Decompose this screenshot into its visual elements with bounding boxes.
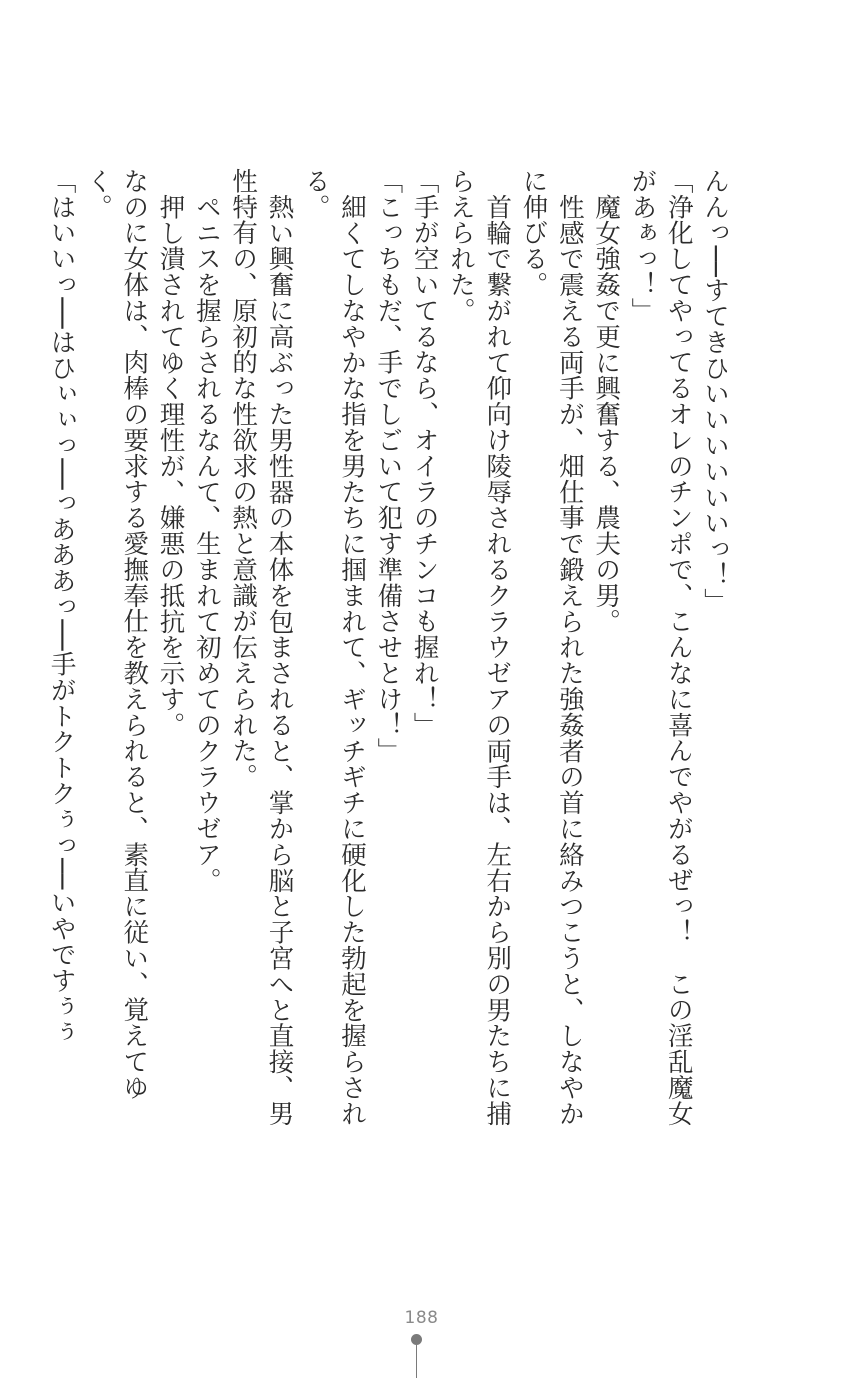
body-text [46, 168, 733, 1128]
paragraph: 細くてしなやかな指を男たちに掴まれて、ギッチギチに硬化した勃起を握らされる。 [300, 168, 368, 1126]
paragraph: 魔女強姦で更に興奮する、農夫の男。 [591, 193, 622, 634]
paragraph: んんっ──すてきひいいいいいいっ！」 [700, 168, 730, 614]
paragraph: 首輪で繋がれて仰向け陵辱されるクラウゼアの両手は、左右から別の男たちに捕らえられた。 [445, 168, 513, 1126]
paragraph: 「手が空いてるなら、オイラのチンコも握れ！」 [409, 168, 440, 738]
paragraph: 押し潰されてゆく理性が、嫌悪の抵抗を示す。 [155, 193, 186, 738]
page-number: 188 [404, 1308, 439, 1328]
paragraph: なのに女体は、肉棒の要求する愛撫奉仕を教えられると、素直に従い、覚えてゆく。 [82, 168, 150, 1101]
folio-line [416, 1345, 417, 1378]
paragraph: 「こっちもだ、手でしごいて犯す準備させとけ！」 [373, 168, 404, 764]
paragraph: 「はいいっ──はひぃぃっ──っあああっ──手がトクトクぅっ──いやですぅぅ [46, 168, 77, 1046]
paragraph: ペニスを握らされるなんて、生まれて初めてのクラウゼア。 [191, 193, 222, 893]
paragraph: 性感で震える両手が、畑仕事で鍛えられた強姦者の首に絡みつこうと、しなやかに伸びる。 [518, 168, 585, 1126]
folio-dot-icon [411, 1334, 422, 1345]
paragraph: 「浄化してやってるオレのチンポで、こんなに喜んでやがるぜっ！ この淫乱魔女があぁっ！」 [627, 168, 694, 1127]
paragraph: 熱い興奮に高ぶった男性器の本体を包まされると、掌から脳と子宮へと直接、男性特有の、原初的な性欲求の熱と意識が伝えられた。 [228, 168, 295, 1126]
